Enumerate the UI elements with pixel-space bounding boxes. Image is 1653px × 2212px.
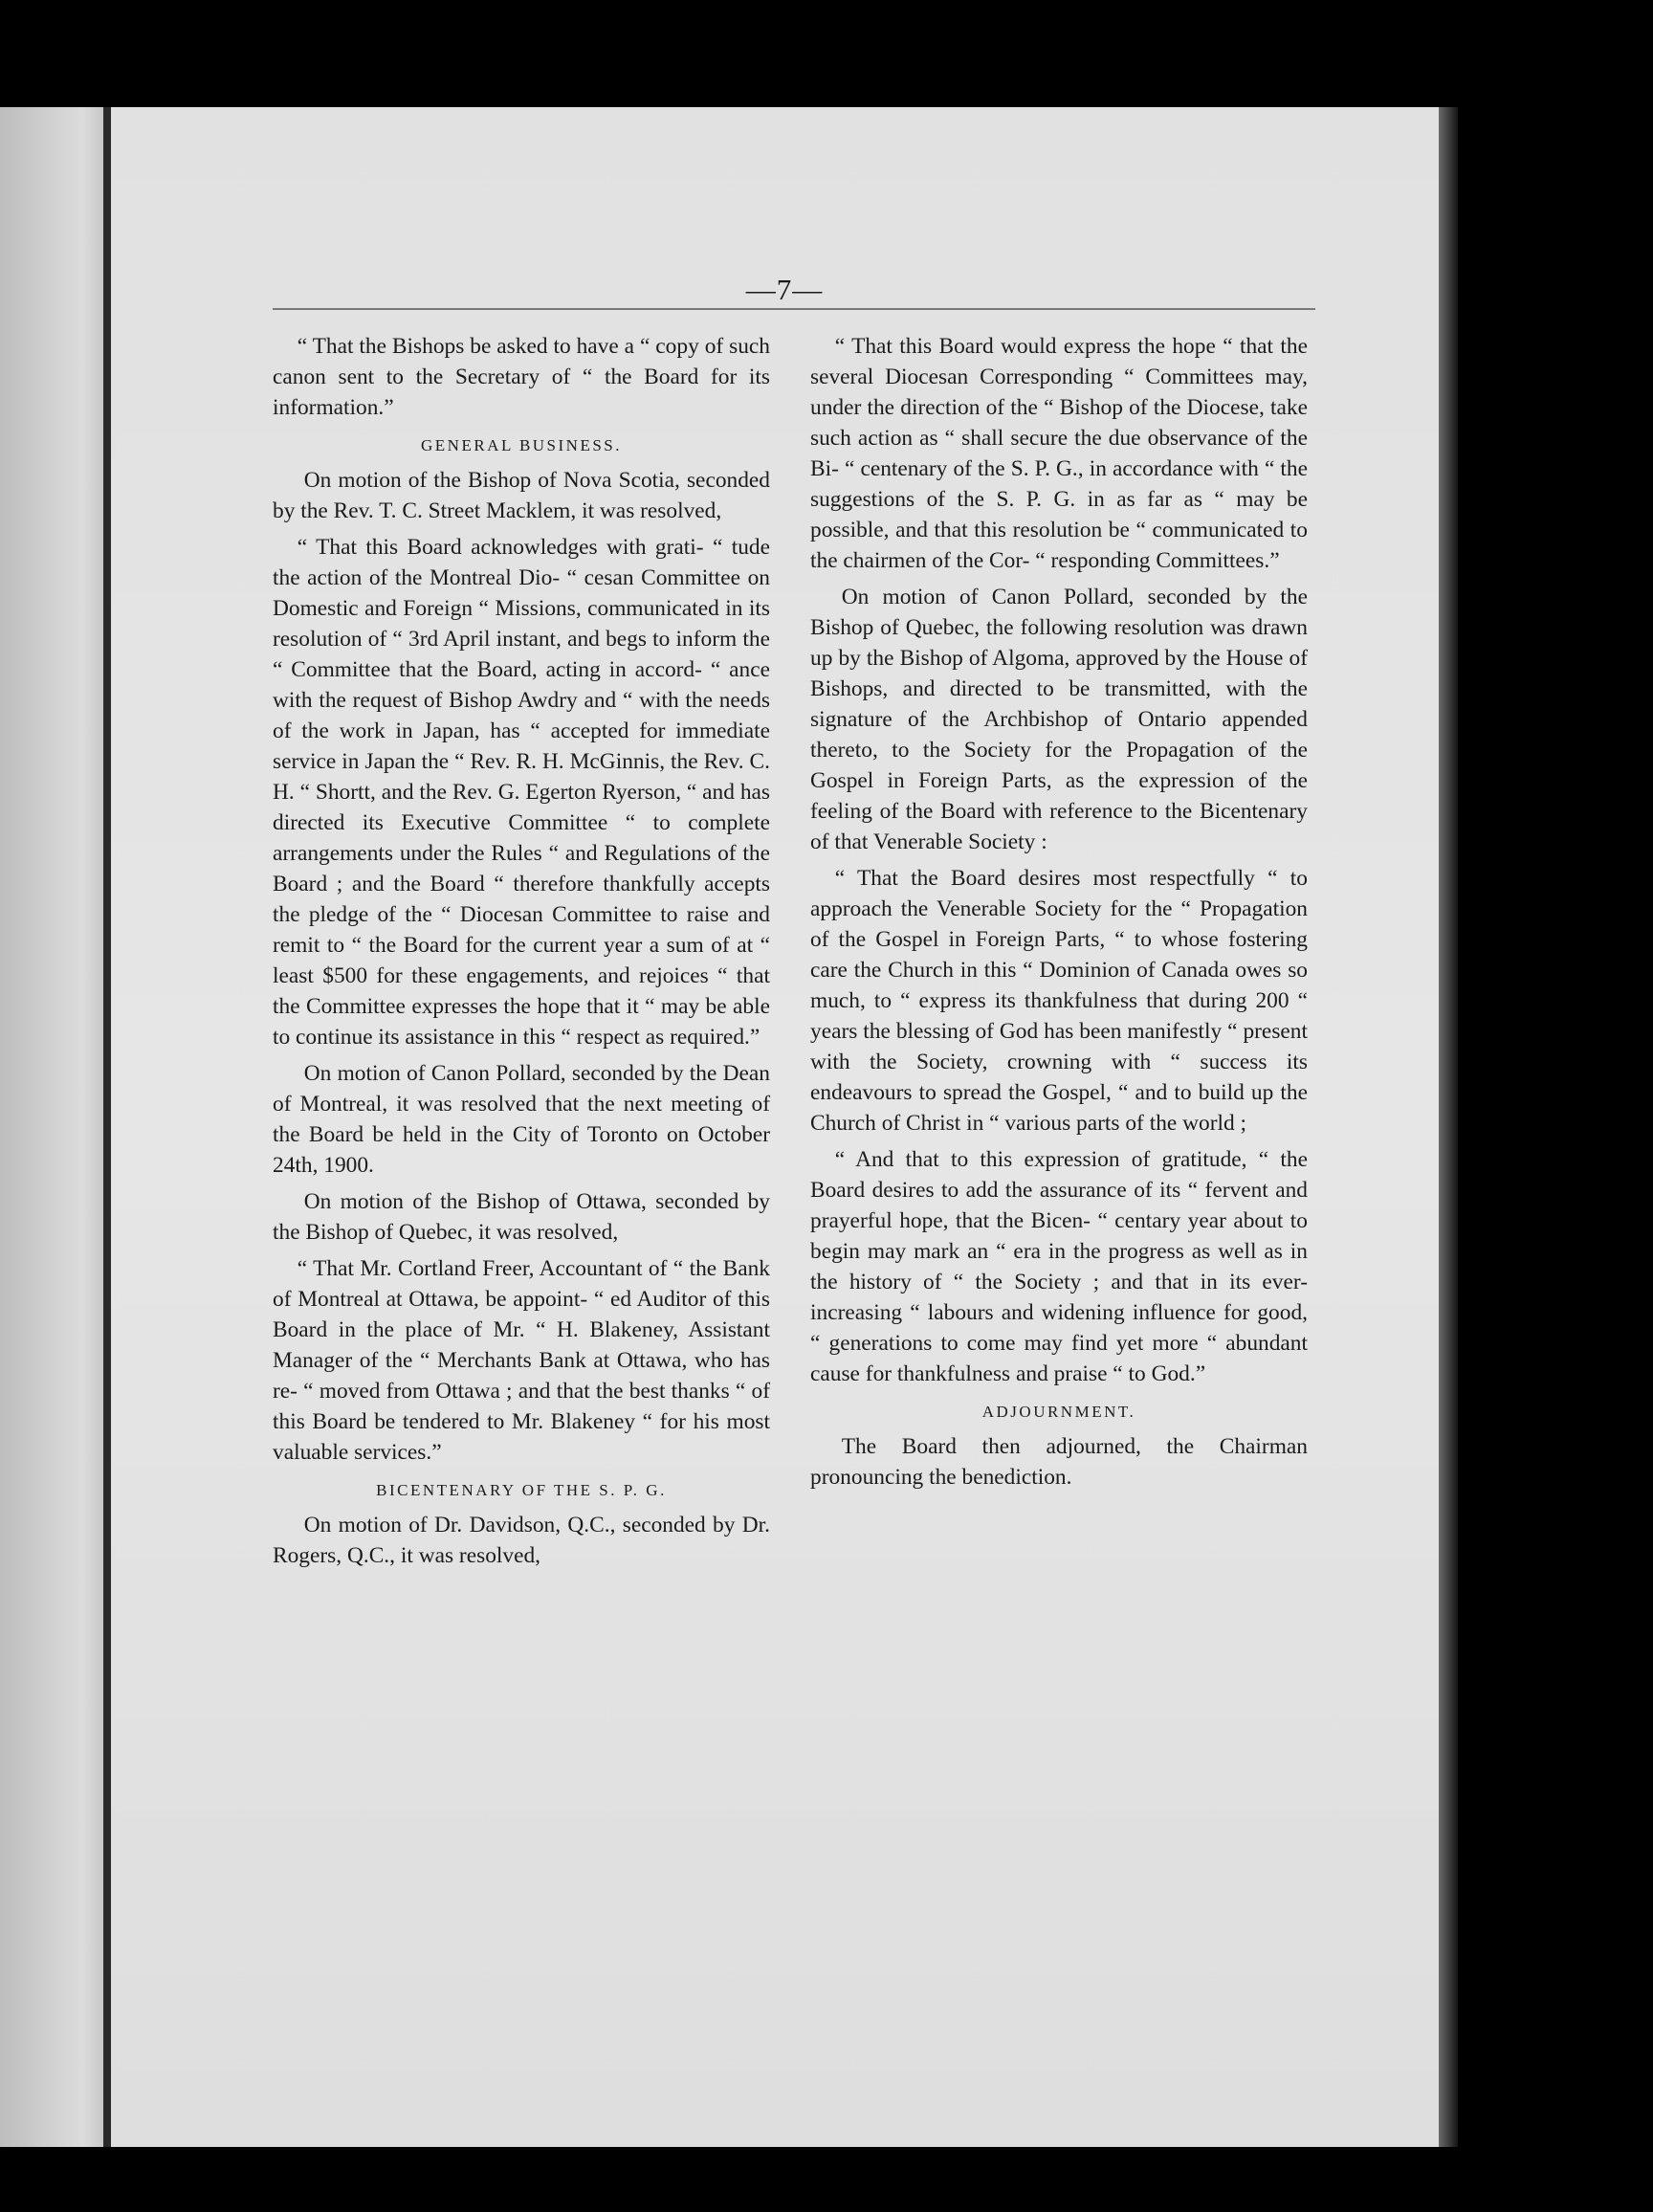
- right-paragraph-5: The Board then adjourned, the Chairman pronouncing the benediction.: [810, 1434, 1308, 1490]
- page-shadow: [1439, 107, 1458, 2147]
- previous-page-edge: [0, 107, 103, 2147]
- heading-adjournment: ADJOURNMENT.: [981, 1403, 1136, 1421]
- right-paragraph-3: “ That the Board desires most respectfully “ to approach the Venerable Society for the “ Propagation of the Gospel in Foreign Parts, “ to whose fostering care the Church in this “ Dominion of Canada owes so much, to “ express its thankfulness that during 200 “ years the blessing of God has been manifestly “ present with the Society, crowning with “ success its endeavours to spread the Gospel, “ and to build up the Church of Christ in “ various parts of the world ;: [810, 866, 1308, 1136]
- left-paragraph-7: On motion of Dr. Davidson, Q.C., seconded by Dr. Rogers, Q.C., it was resolved,: [273, 1513, 770, 1568]
- left-paragraph-1: “ That the Bishops be asked to have a “ copy of such canon sent to the Secretary of “ the Board for its information.”: [273, 334, 770, 420]
- right-paragraph-1: “ That this Board would express the hope “ that the several Diocesan Corresponding “ Committees may, under the direction of the “ Bishop of the Diocese, take such action as “ shall secure the due observance of the Bi- “ centenary of the S. P. G., in accordance with “ the suggestions of the S. P. G. in as far as “ may be possible, and that this resolution be “ communicated to the chairmen of the Cor- “ responding Committees.”: [810, 334, 1308, 573]
- left-column: [273, 331, 770, 1571]
- header-rule: [273, 308, 1315, 310]
- right-paragraph-2: On motion of Canon Pollard, seconded by the Bishop of Quebec, the following resolution was drawn up by the Bishop of Algoma, approved by the House of Bishops, and directed to be transmitted, with the signature of the Archbishop of Ontario appended thereto, to the Society for the Propagation of the Gospel in Foreign Parts, as the expression of the feeling of the Board with reference to the Bicentenary of that Venerable Society :: [810, 585, 1308, 854]
- page-seam: [103, 107, 111, 2147]
- heading-general-business: GENERAL BUSINESS.: [421, 436, 622, 454]
- left-paragraph-2: On motion of the Bishop of Nova Scotia, seconded by the Rev. T. C. Street Macklem, it was resolved,: [273, 468, 770, 523]
- left-paragraph-3: “ That this Board acknowledges with grati- “ tude the action of the Montreal Dio- “ cesan Committee on Domestic and Foreign “ Missions, communicated in its resolution of “ 3rd April instant, and begs to inform the “ Committee that the Board, acting in accord- “ ance with the request of Bishop Awdry and “ with the needs of the work in Japan, has “ accepted for immediate service in Japan the “ Rev. R. H. McGinnis, the Rev. C. H. “ Shortt, and the Rev. G. Egerton Ryerson, “ and has directed its Executive Committee “ to complete arrangements under the Rules “ and Regulations of the Board ; and the Board “ therefore thankfully accepts the pledge of the “ Diocesan Committee to raise and remit to “ the Board for the current year a sum of at “ least $500 for these engagements, and rejoices “ that the Committee expresses the hope that it “ may be able to continue its assistance in this “ respect as required.”: [273, 535, 770, 1050]
- right-paragraph-4: “ And that to this expression of gratitude, “ the Board desires to add the assurance of its “ fervent and prayerful hope, that the Bicen- “ centary year about to begin may mark an “ era in the progress as well as in the history of “ the Society ; and that in its ever-increasing “ labours and widening influence for good, “ generations to come may find yet more “ abundant cause for thankfulness and praise “ to God.”: [810, 1147, 1308, 1386]
- right-column: [810, 331, 1308, 1493]
- left-paragraph-6: “ That Mr. Cortland Freer, Accountant of “ the Bank of Montreal at Ottawa, be appoint- “ ed Auditor of this Board in the place of Mr. “ H. Blakeney, Assistant Manager of the “ Merchants Bank at Ottawa, who has re- “ moved from Ottawa ; and that the best thanks “ of this Board be tendered to Mr. Blakeney “ for his most valuable services.”: [273, 1256, 770, 1465]
- left-paragraph-4: On motion of Canon Pollard, seconded by the Dean of Montreal, it was resolved that the next meeting of the Board be held in the City of Toronto on October 24th, 1900.: [273, 1061, 770, 1178]
- heading-bicentenary: BICENTENARY OF THE S. P. G.: [376, 1481, 667, 1499]
- page-number: —7—: [745, 273, 824, 306]
- left-paragraph-5: On motion of the Bishop of Ottawa, seconded by the Bishop of Quebec, it was resolved,: [273, 1189, 770, 1245]
